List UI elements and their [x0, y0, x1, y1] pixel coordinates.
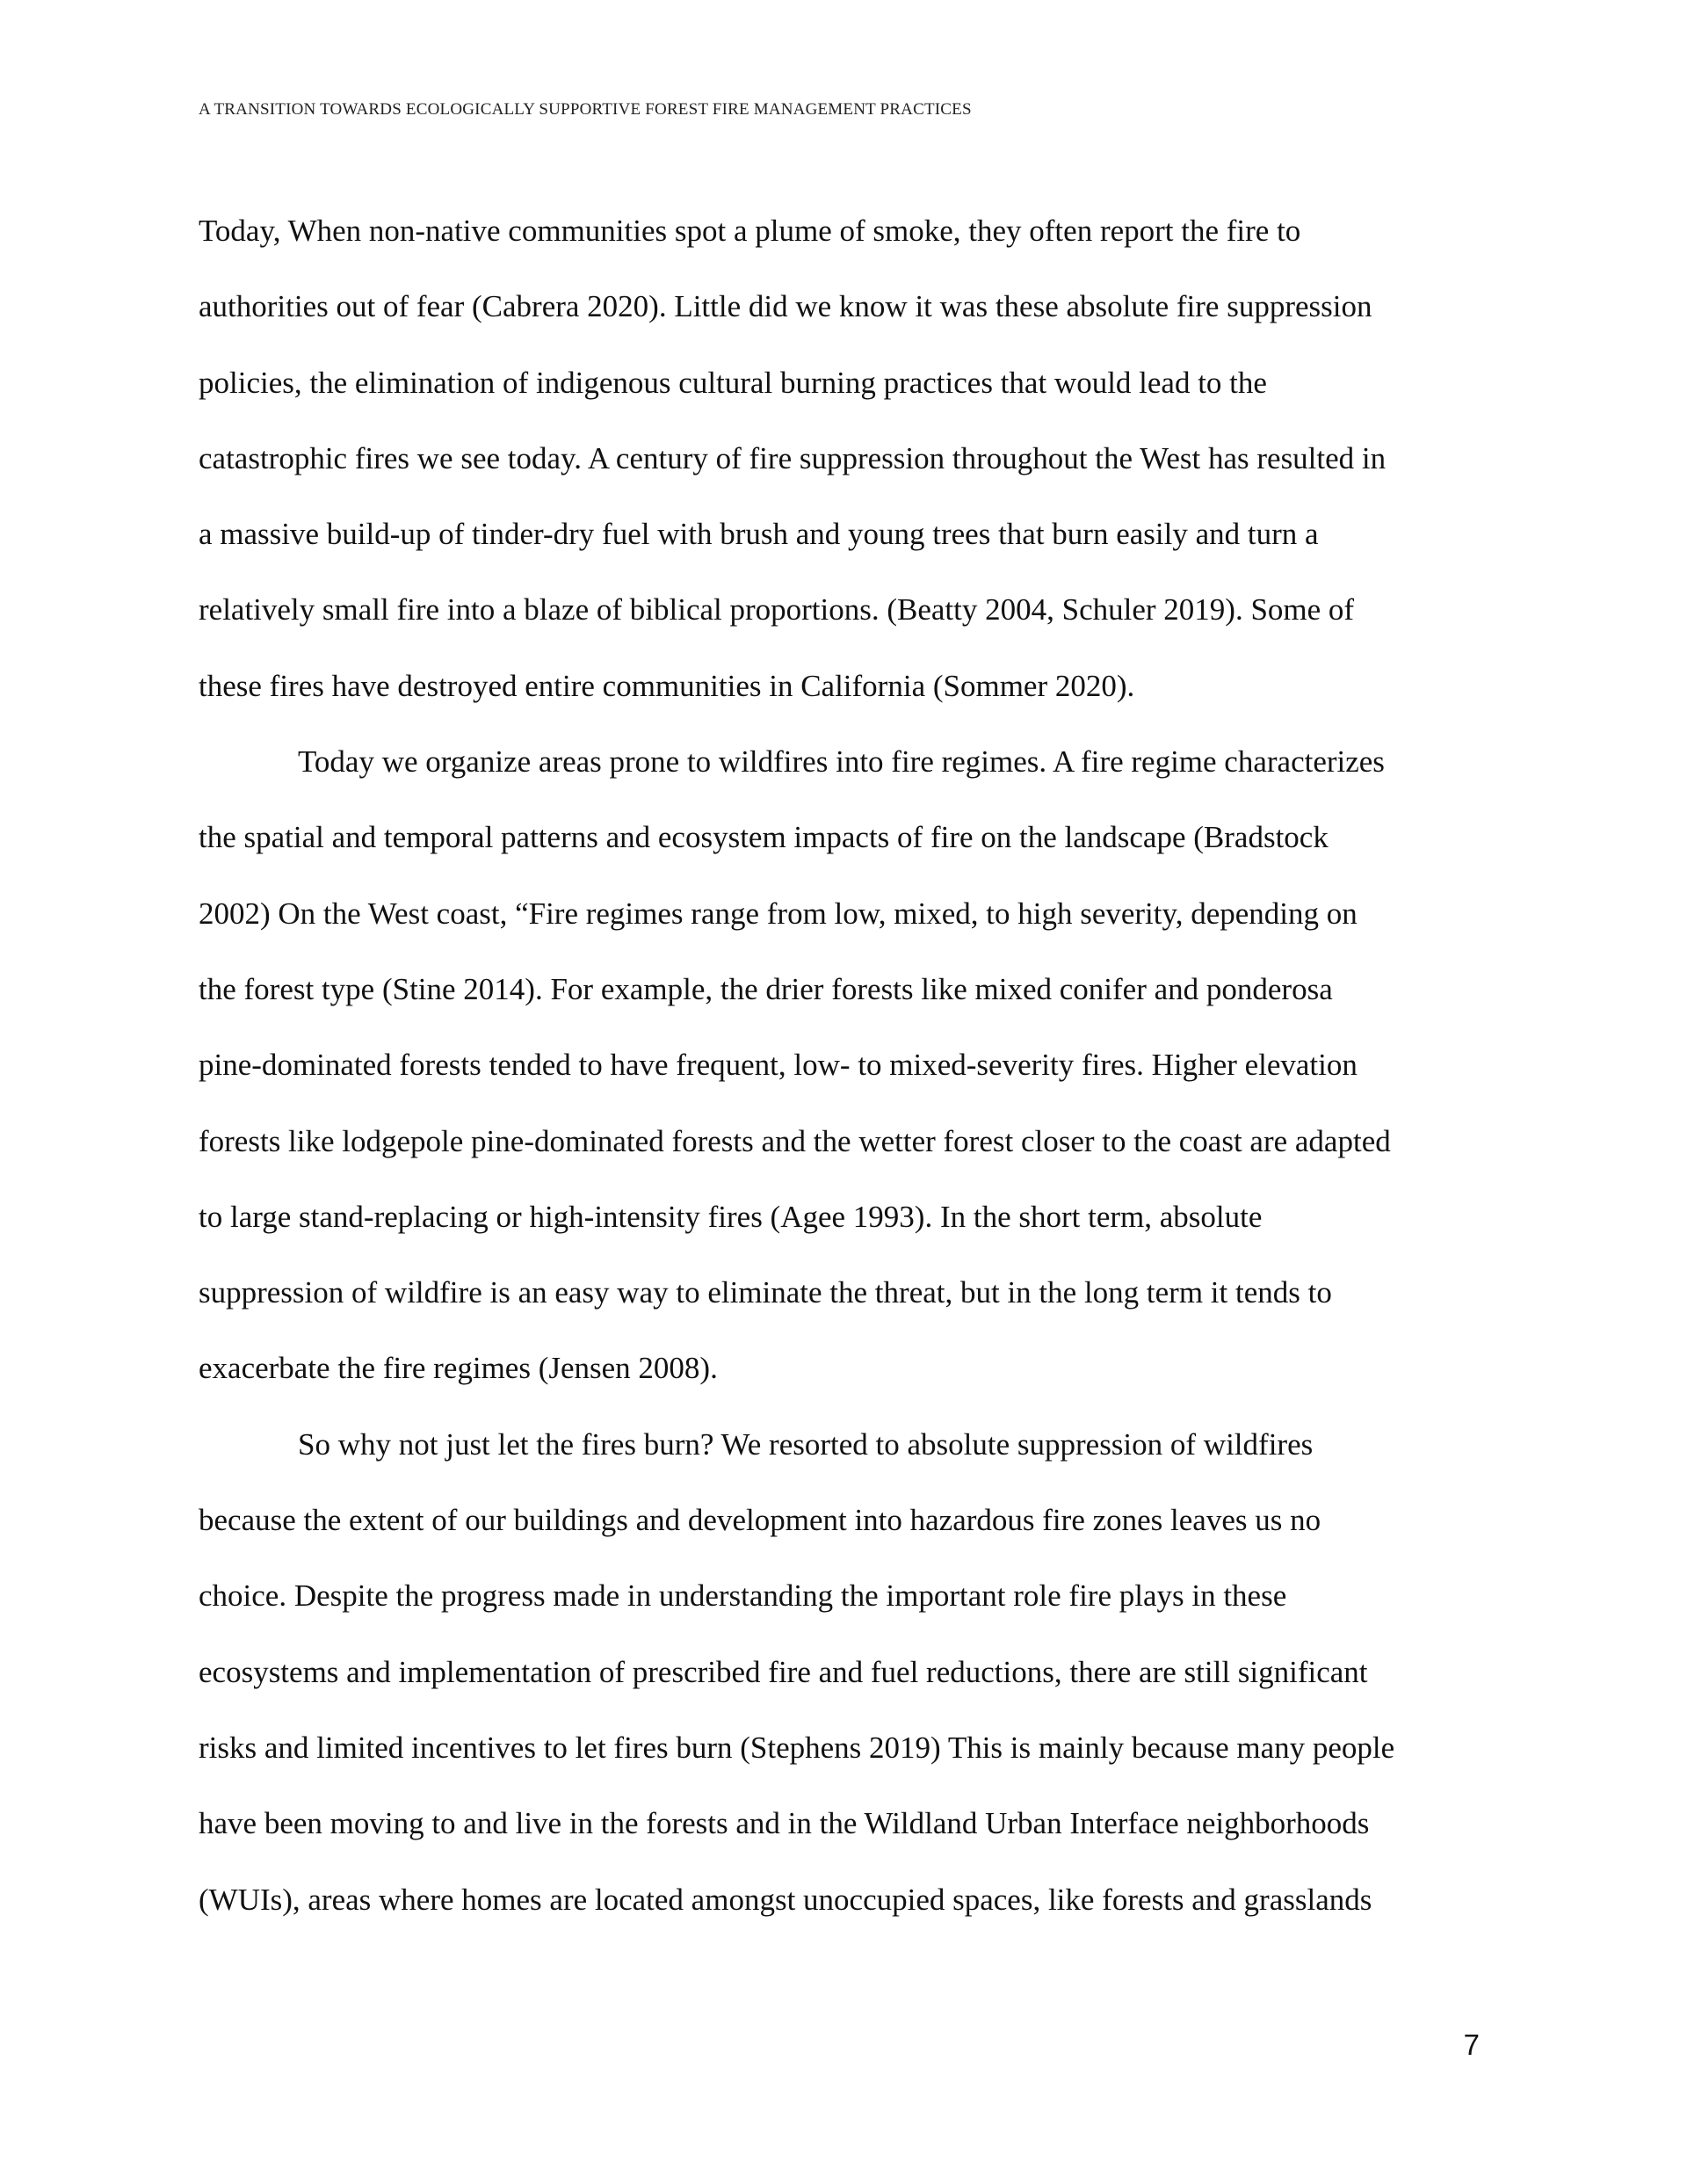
text-line: the forest type (Stine 2014). For example, the drier forests like mixed conifer and ponderosa	[199, 971, 1333, 1006]
text-line: 2002) On the West coast, “Fire regimes range from low, mixed, to high severity, depending on	[199, 896, 1358, 931]
text-line: to large stand-replacing or high-intensity fires (Agee 1993). In the short term, absolute	[199, 1199, 1263, 1234]
text-line: suppression of wildfire is an easy way to eliminate the threat, but in the long term it tends to	[199, 1275, 1332, 1310]
text-line: pine-dominated forests tended to have frequent, low- to mixed-severity fires. Higher elevation	[199, 1048, 1358, 1083]
text-line: relatively small fire into a blaze of biblical proportions. (Beatty 2004, Schuler 2019). Some of	[199, 592, 1355, 628]
text-line: risks and limited incentives to let fires burn (Stephens 2019) This is mainly because many people	[199, 1730, 1395, 1765]
text-line: have been moving to and live in the forests and in the Wildland Urban Interface neighborhoods	[199, 1806, 1370, 1841]
running-head: A TRANSITION TOWARDS ECOLOGICALLY SUPPORTIVE FOREST FIRE MANAGEMENT PRACTICES	[199, 100, 972, 119]
text-line: policies, the elimination of indigenous cultural burning practices that would lead to the	[199, 365, 1267, 400]
text-line: (WUIs), areas where homes are located amongst unoccupied spaces, like forests and grasslands	[199, 1882, 1372, 1917]
text-line: exacerbate the fire regimes (Jensen 2008).	[199, 1351, 718, 1386]
text-line: these fires have destroyed entire communities in California (Sommer 2020).	[199, 668, 1135, 703]
text-line: forests like lodgepole pine-dominated forests and the wetter forest closer to the coast are adapted	[199, 1123, 1391, 1158]
text-line: the spatial and temporal patterns and ecosystem impacts of fire on the landscape (Bradstock	[199, 820, 1329, 855]
text-line: Today, When non-native communities spot a plume of smoke, they often report the fire to	[199, 214, 1301, 248]
text-line: because the extent of our buildings and development into hazardous fire zones leaves us no	[199, 1503, 1321, 1538]
paragraph-first-line: Today we organize areas prone to wildfires into fire regimes. A fire regime characterizes	[298, 744, 1385, 780]
text-line: ecosystems and implementation of prescribed fire and fuel reductions, there are still significant	[199, 1654, 1368, 1689]
text-line: choice. Despite the progress made in understanding the important role fire plays in these	[199, 1578, 1287, 1614]
text-line: authorities out of fear (Cabrera 2020). Little did we know it was these absolute fire suppression	[199, 289, 1372, 324]
paragraph-first-line: So why not just let the fires burn? We resorted to absolute suppression of wildfires	[298, 1426, 1314, 1462]
text-line: catastrophic fires we see today. A century of fire suppression throughout the West has resulted in	[199, 440, 1387, 475]
text-line: a massive build-up of tinder-dry fuel with brush and young trees that burn easily and turn a	[199, 517, 1319, 552]
page-number: 7	[1463, 2028, 1480, 2061]
body-text	[199, 193, 1499, 1938]
